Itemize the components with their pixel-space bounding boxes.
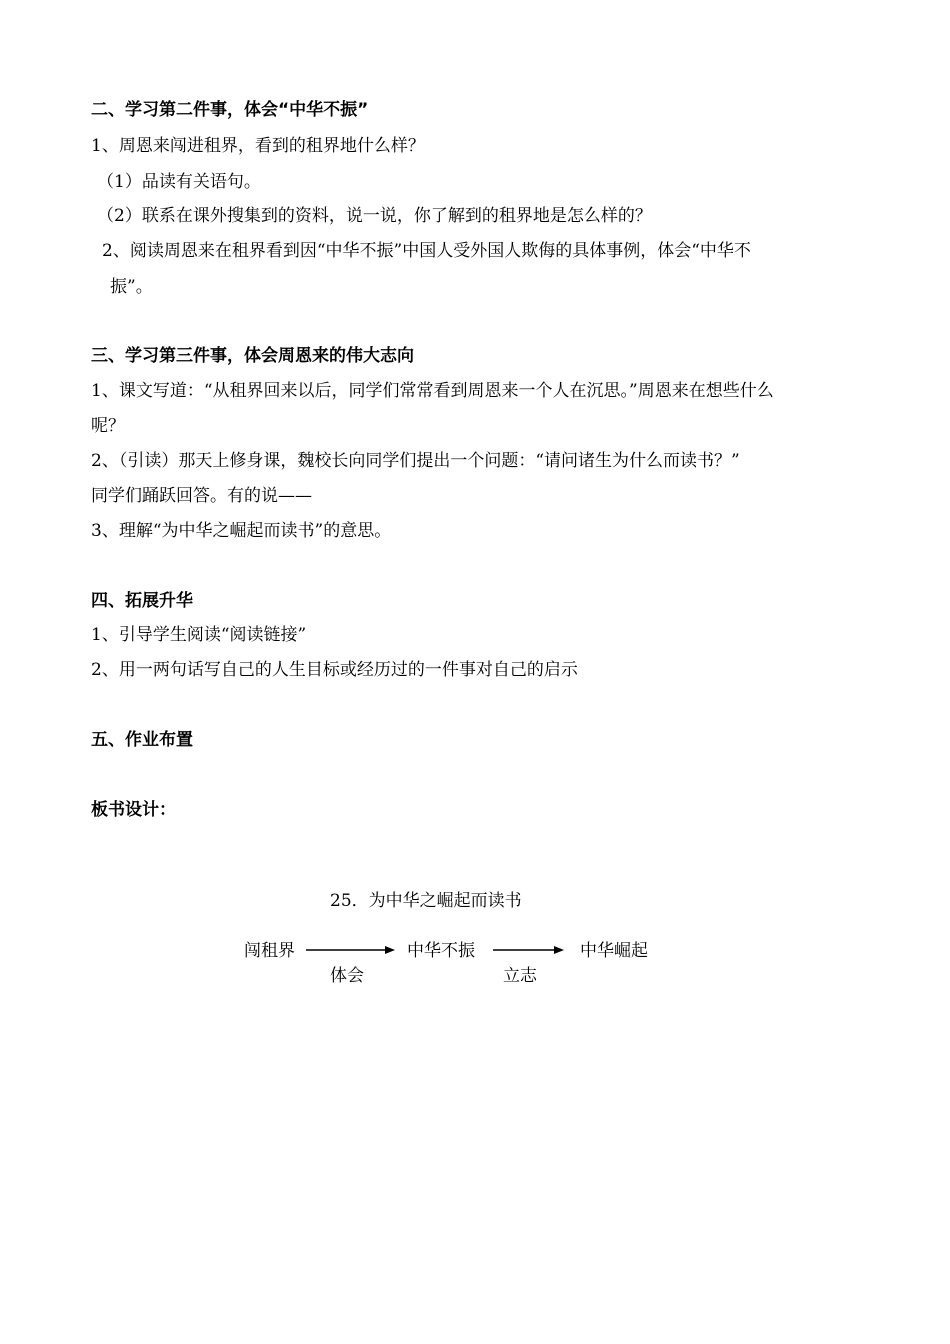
section3-item1-line1: 1、课文写道：“从租界回来以后，同学们常常看到周恩来一个人在沉思。”周恩来在想些什么	[91, 381, 774, 401]
section4-heading: 四、拓展升华	[91, 591, 193, 611]
board-node-3: 中华崛起	[580, 941, 648, 961]
section3-item1-line2: 呢？	[91, 416, 125, 436]
section2-item1-sub1: （1）品读有关语句。	[97, 172, 261, 192]
board-arrow-2	[493, 946, 564, 954]
board-node-1: 闯租界	[244, 941, 295, 961]
board-node-2: 中华不振	[407, 941, 475, 961]
section2-item2-line2: 振”。	[110, 277, 153, 297]
board-arrow-1	[306, 946, 395, 954]
section2-heading: 二、学习第二件事，体会“中华不振”	[91, 100, 369, 120]
section5-heading: 五、作业布置	[91, 730, 193, 750]
section3-item2-line1: 2、（引读）那天上修身课，魏校长向同学们提出一个问题：“请问诸生为什么而读书？”	[91, 451, 740, 471]
section4-item1: 1、引导学生阅读“阅读链接”	[91, 625, 307, 645]
section2-item1: 1、周恩来闯进租界，看到的租界地什么样？	[91, 136, 425, 156]
section3-item3: 3、理解“为中华之崛起而读书”的意思。	[91, 521, 392, 541]
section2-item1-sub2: （2）联系在课外搜集到的资料，说一说，你了解到的租界地是怎么样的？	[97, 206, 652, 226]
section3-heading: 三、学习第三件事，体会周恩来的伟大志向	[91, 346, 414, 366]
board-arrow-1-label: 体会	[330, 966, 364, 986]
board-design-heading: 板书设计：	[91, 800, 176, 820]
section4-item2: 2、用一两句话写自己的人生目标或经历过的一件事对自己的启示	[91, 660, 578, 680]
section3-item2-line2: 同学们踊跃回答。有的说——	[91, 486, 312, 506]
section2-item2-line1: 2、阅读周恩来在租界看到因“中华不振”中国人受外国人欺侮的具体事例，体会“中华不	[102, 241, 751, 261]
board-title: 25．为中华之崛起而读书	[330, 891, 522, 911]
board-arrow-2-label: 立志	[503, 966, 537, 986]
